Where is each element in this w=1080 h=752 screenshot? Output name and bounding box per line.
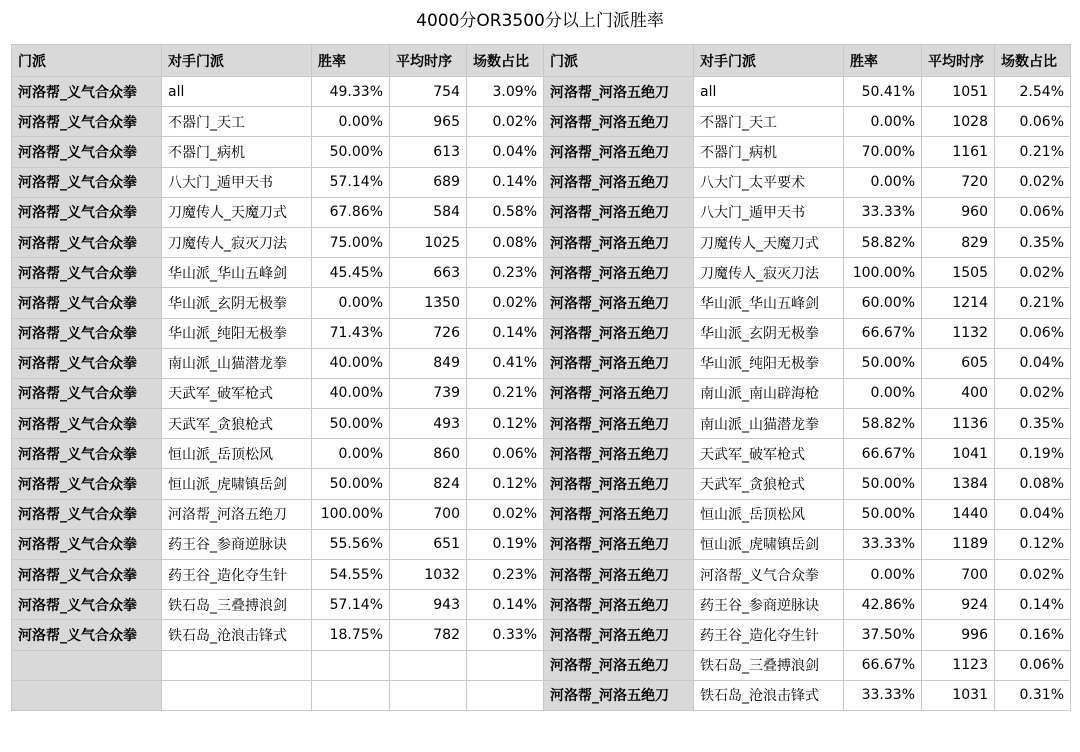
table-cell: 42.86% [844, 590, 922, 620]
table-cell: 河洛帮_河洛五绝刀 [544, 197, 694, 227]
table-cell: 河洛帮_河洛五绝刀 [544, 318, 694, 348]
table-cell: 0.35% [995, 409, 1071, 439]
table-row [12, 348, 1071, 378]
table-row [12, 469, 1071, 499]
table-cell: 八大门_遁甲天书 [694, 197, 844, 227]
table-cell: 河洛帮_义气合众拳 [12, 439, 162, 469]
table-cell: 1051 [922, 77, 995, 107]
table-cell: 33.33% [844, 529, 922, 559]
table-cell: 50.00% [312, 409, 390, 439]
table-row [12, 197, 1071, 227]
table-cell: 华山派_华山五峰剑 [162, 258, 312, 288]
table-cell: 57.14% [312, 167, 390, 197]
table-cell: 河洛帮_河洛五绝刀 [544, 348, 694, 378]
table-cell: 河洛帮_河洛五绝刀 [544, 529, 694, 559]
table-cell: 1189 [922, 529, 995, 559]
table-cell: 南山派_南山辟海枪 [694, 378, 844, 408]
table-cell: 0.06% [995, 318, 1071, 348]
table-cell [390, 680, 467, 710]
table-cell: 3.09% [467, 77, 544, 107]
table-cell: 河洛帮_河洛五绝刀 [544, 499, 694, 529]
table-row [12, 137, 1071, 167]
table-cell: all [162, 77, 312, 107]
table-cell: 铁石岛_三叠搏浪剑 [694, 650, 844, 680]
table-row [12, 77, 1071, 107]
table-cell: 0.14% [467, 590, 544, 620]
table-cell: 河洛帮_义气合众拳 [12, 348, 162, 378]
table-cell: 1214 [922, 288, 995, 318]
table-cell: 0.58% [467, 197, 544, 227]
table-cell: 0.21% [995, 288, 1071, 318]
table-cell: 0.00% [844, 378, 922, 408]
column-header: 门派 [12, 45, 162, 77]
table-cell: 0.06% [467, 439, 544, 469]
table-row [12, 378, 1071, 408]
table-cell: 刀魔传人_天魔刀式 [162, 197, 312, 227]
column-header: 胜率 [312, 45, 390, 77]
table-cell: 河洛帮_河洛五绝刀 [544, 227, 694, 257]
header-row [12, 45, 1071, 77]
table-cell: 0.19% [995, 439, 1071, 469]
table-cell [312, 680, 390, 710]
table-cell: 河洛帮_义气合众拳 [12, 560, 162, 590]
table-cell: 49.33% [312, 77, 390, 107]
table-cell: 1025 [390, 227, 467, 257]
table-cell: 55.56% [312, 529, 390, 559]
table-cell: 河洛帮_河洛五绝刀 [544, 620, 694, 650]
table-cell: 河洛帮_义气合众拳 [12, 258, 162, 288]
table-cell: 0.06% [995, 197, 1071, 227]
table-cell: 0.16% [995, 620, 1071, 650]
table-cell: 药王谷_参商逆脉诀 [694, 590, 844, 620]
table-cell: 铁石岛_沧浪击锋式 [162, 620, 312, 650]
table-cell: 药王谷_造化夺生针 [694, 620, 844, 650]
table-cell: 0.41% [467, 348, 544, 378]
table-cell: 960 [922, 197, 995, 227]
table-row [12, 288, 1071, 318]
table-cell: 药王谷_造化夺生针 [162, 560, 312, 590]
win-rate-table [11, 44, 1071, 711]
table-cell: 河洛帮_义气合众拳 [12, 77, 162, 107]
table-cell: 50.41% [844, 77, 922, 107]
table-row [12, 499, 1071, 529]
table-cell: 0.02% [995, 560, 1071, 590]
table-cell: 1123 [922, 650, 995, 680]
table-cell: 1041 [922, 439, 995, 469]
table-cell: 河洛帮_义气合众拳 [12, 227, 162, 257]
table-cell: 726 [390, 318, 467, 348]
table-cell: 0.00% [844, 167, 922, 197]
table-cell: 0.23% [467, 258, 544, 288]
table-cell: 河洛帮_河洛五绝刀 [544, 378, 694, 408]
table-cell: 75.00% [312, 227, 390, 257]
table-cell: 河洛帮_义气合众拳 [12, 620, 162, 650]
table-cell [467, 680, 544, 710]
table-cell: 河洛帮_义气合众拳 [12, 107, 162, 137]
table-cell: 651 [390, 529, 467, 559]
table-cell: 0.00% [844, 107, 922, 137]
table-cell: 南山派_山猫潜龙拳 [694, 409, 844, 439]
table-cell: 33.33% [844, 680, 922, 710]
table-cell: 720 [922, 167, 995, 197]
table-cell: 河洛帮_河洛五绝刀 [544, 650, 694, 680]
table-cell: 刀魔传人_天魔刀式 [694, 227, 844, 257]
table-cell: 400 [922, 378, 995, 408]
table-cell: 605 [922, 348, 995, 378]
table-cell: 57.14% [312, 590, 390, 620]
table-cell: 0.00% [312, 288, 390, 318]
table-cell: 754 [390, 77, 467, 107]
table-cell: 河洛帮_义气合众拳 [12, 318, 162, 348]
table-cell: 华山派_纯阳无极拳 [694, 348, 844, 378]
table-cell: 50.00% [844, 348, 922, 378]
table-cell: 不器门_天工 [162, 107, 312, 137]
table-cell: 八大门_遁甲天书 [162, 167, 312, 197]
table-cell: 54.55% [312, 560, 390, 590]
table-cell: 860 [390, 439, 467, 469]
table-cell: 0.00% [312, 107, 390, 137]
table-cell: 河洛帮_河洛五绝刀 [544, 439, 694, 469]
table-cell: 天武军_贪狼枪式 [162, 409, 312, 439]
table-row [12, 560, 1071, 590]
table-cell: 700 [390, 499, 467, 529]
table-cell: 1505 [922, 258, 995, 288]
table-cell: 0.02% [467, 107, 544, 137]
table-cell [162, 680, 312, 710]
table-cell: 河洛帮_河洛五绝刀 [162, 499, 312, 529]
table-cell: 965 [390, 107, 467, 137]
table-cell: 584 [390, 197, 467, 227]
table-cell: 华山派_华山五峰剑 [694, 288, 844, 318]
table-cell: 河洛帮_河洛五绝刀 [544, 77, 694, 107]
table-cell: 0.12% [467, 469, 544, 499]
table-cell: 1028 [922, 107, 995, 137]
table-row [12, 620, 1071, 650]
table-cell: 70.00% [844, 137, 922, 167]
table-row [12, 167, 1071, 197]
table-cell: 河洛帮_义气合众拳 [12, 288, 162, 318]
table-cell: 0.08% [995, 469, 1071, 499]
table-cell: 天武军_破军枪式 [162, 378, 312, 408]
column-header: 对手门派 [162, 45, 312, 77]
table-cell: 996 [922, 620, 995, 650]
table-cell: 1132 [922, 318, 995, 348]
table-cell: 刀魔传人_寂灭刀法 [694, 258, 844, 288]
table-cell: 2.54% [995, 77, 1071, 107]
table-row [12, 680, 1071, 710]
table-cell: 0.00% [312, 439, 390, 469]
table-cell: 66.67% [844, 439, 922, 469]
table-cell: 50.00% [312, 137, 390, 167]
table-cell: 0.23% [467, 560, 544, 590]
table-cell: 0.12% [467, 409, 544, 439]
table-cell: 66.67% [844, 318, 922, 348]
column-header: 胜率 [844, 45, 922, 77]
table-cell: 943 [390, 590, 467, 620]
table-cell: 33.33% [844, 197, 922, 227]
table-cell: 50.00% [844, 469, 922, 499]
table-cell: 613 [390, 137, 467, 167]
table-cell: 18.75% [312, 620, 390, 650]
table-cell: 1136 [922, 409, 995, 439]
table-cell: 50.00% [844, 499, 922, 529]
table-cell: 0.02% [467, 499, 544, 529]
table-row [12, 107, 1071, 137]
table-cell: 37.50% [844, 620, 922, 650]
table-cell: 1350 [390, 288, 467, 318]
table-row [12, 258, 1071, 288]
table-cell: 50.00% [312, 469, 390, 499]
table-cell: 0.14% [467, 167, 544, 197]
table-cell [12, 650, 162, 680]
table-cell: 恒山派_虎啸镇岳剑 [694, 529, 844, 559]
table-cell: 0.04% [467, 137, 544, 167]
table-row [12, 227, 1071, 257]
table-cell: 0.02% [995, 167, 1071, 197]
table-cell [312, 650, 390, 680]
table-cell: 924 [922, 590, 995, 620]
table-cell: 689 [390, 167, 467, 197]
table-cell: 60.00% [844, 288, 922, 318]
table-cell: 829 [922, 227, 995, 257]
table-cell: 58.82% [844, 227, 922, 257]
table-row [12, 409, 1071, 439]
table-cell: 40.00% [312, 348, 390, 378]
table-cell: 663 [390, 258, 467, 288]
table-cell: 493 [390, 409, 467, 439]
column-header: 平均时序 [922, 45, 995, 77]
table-cell: 739 [390, 378, 467, 408]
table-cell: 1161 [922, 137, 995, 167]
table-cell: 河洛帮_河洛五绝刀 [544, 107, 694, 137]
table-cell: all [694, 77, 844, 107]
table-cell: 铁石岛_沧浪击锋式 [694, 680, 844, 710]
table-cell: 0.33% [467, 620, 544, 650]
table-cell: 66.67% [844, 650, 922, 680]
table-cell: 0.02% [995, 378, 1071, 408]
table-row [12, 318, 1071, 348]
table-cell: 河洛帮_河洛五绝刀 [544, 288, 694, 318]
table-cell: 0.14% [467, 318, 544, 348]
table-cell: 1031 [922, 680, 995, 710]
table-cell [12, 680, 162, 710]
table-cell: 天武军_贪狼枪式 [694, 469, 844, 499]
table-cell: 天武军_破军枪式 [694, 439, 844, 469]
table-cell: 河洛帮_义气合众拳 [12, 197, 162, 227]
table-cell: 药王谷_参商逆脉诀 [162, 529, 312, 559]
table-cell: 河洛帮_河洛五绝刀 [544, 258, 694, 288]
table-cell: 不器门_天工 [694, 107, 844, 137]
table-cell: 0.12% [995, 529, 1071, 559]
table-cell: 100.00% [312, 499, 390, 529]
column-header: 场数占比 [467, 45, 544, 77]
table-cell: 八大门_太平要术 [694, 167, 844, 197]
table-cell: 0.35% [995, 227, 1071, 257]
table-row [12, 529, 1071, 559]
table-row [12, 650, 1071, 680]
table-cell: 782 [390, 620, 467, 650]
table-cell: 0.19% [467, 529, 544, 559]
table-cell: 0.06% [995, 107, 1071, 137]
table-cell: 0.21% [467, 378, 544, 408]
table-cell: 南山派_山猫潜龙拳 [162, 348, 312, 378]
table-cell: 0.00% [844, 560, 922, 590]
table-cell: 0.02% [467, 288, 544, 318]
table-cell: 不器门_病机 [162, 137, 312, 167]
table-cell [467, 650, 544, 680]
table-cell: 0.02% [995, 258, 1071, 288]
table-cell: 1440 [922, 499, 995, 529]
table-cell: 河洛帮_河洛五绝刀 [544, 409, 694, 439]
table-cell: 40.00% [312, 378, 390, 408]
table-cell: 不器门_病机 [694, 137, 844, 167]
column-header: 平均时序 [390, 45, 467, 77]
table-cell: 河洛帮_义气合众拳 [12, 167, 162, 197]
table-cell: 0.04% [995, 499, 1071, 529]
table-cell: 67.86% [312, 197, 390, 227]
table-cell [390, 650, 467, 680]
column-header: 对手门派 [694, 45, 844, 77]
table-cell: 河洛帮_义气合众拳 [12, 409, 162, 439]
table-cell [162, 650, 312, 680]
table-cell: 849 [390, 348, 467, 378]
table-cell: 恒山派_虎啸镇岳剑 [162, 469, 312, 499]
table-cell: 0.14% [995, 590, 1071, 620]
table-cell: 恒山派_岳顶松风 [162, 439, 312, 469]
table-cell: 河洛帮_河洛五绝刀 [544, 167, 694, 197]
table-cell: 700 [922, 560, 995, 590]
table-cell: 河洛帮_义气合众拳 [12, 499, 162, 529]
table-cell: 0.06% [995, 650, 1071, 680]
table-cell: 河洛帮_义气合众拳 [12, 378, 162, 408]
table-cell: 1384 [922, 469, 995, 499]
table-cell: 刀魔传人_寂灭刀法 [162, 227, 312, 257]
table-cell: 0.08% [467, 227, 544, 257]
table-cell: 华山派_纯阳无极拳 [162, 318, 312, 348]
table-cell: 824 [390, 469, 467, 499]
table-cell: 河洛帮_义气合众拳 [12, 590, 162, 620]
table-cell: 恒山派_岳顶松风 [694, 499, 844, 529]
table-cell: 45.45% [312, 258, 390, 288]
column-header: 场数占比 [995, 45, 1071, 77]
table-cell: 1032 [390, 560, 467, 590]
table-cell: 华山派_玄阴无极拳 [162, 288, 312, 318]
page-title: 4000分OR3500分以上门派胜率 [416, 11, 664, 31]
table-cell: 河洛帮_河洛五绝刀 [544, 560, 694, 590]
table-cell: 河洛帮_义气合众拳 [694, 560, 844, 590]
table-cell: 0.04% [995, 348, 1071, 378]
table-cell: 58.82% [844, 409, 922, 439]
table-cell: 河洛帮_河洛五绝刀 [544, 137, 694, 167]
table-cell: 河洛帮_河洛五绝刀 [544, 469, 694, 499]
table-row [12, 590, 1071, 620]
table-cell: 河洛帮_义气合众拳 [12, 469, 162, 499]
table-cell: 100.00% [844, 258, 922, 288]
table-cell: 铁石岛_三叠搏浪剑 [162, 590, 312, 620]
table-row [12, 439, 1071, 469]
column-header: 门派 [544, 45, 694, 77]
table-cell: 华山派_玄阴无极拳 [694, 318, 844, 348]
table-cell: 河洛帮_义气合众拳 [12, 529, 162, 559]
table-cell: 河洛帮_河洛五绝刀 [544, 680, 694, 710]
table-cell: 0.31% [995, 680, 1071, 710]
table-cell: 河洛帮_义气合众拳 [12, 137, 162, 167]
table-cell: 71.43% [312, 318, 390, 348]
table-cell: 0.21% [995, 137, 1071, 167]
table-cell: 河洛帮_河洛五绝刀 [544, 590, 694, 620]
